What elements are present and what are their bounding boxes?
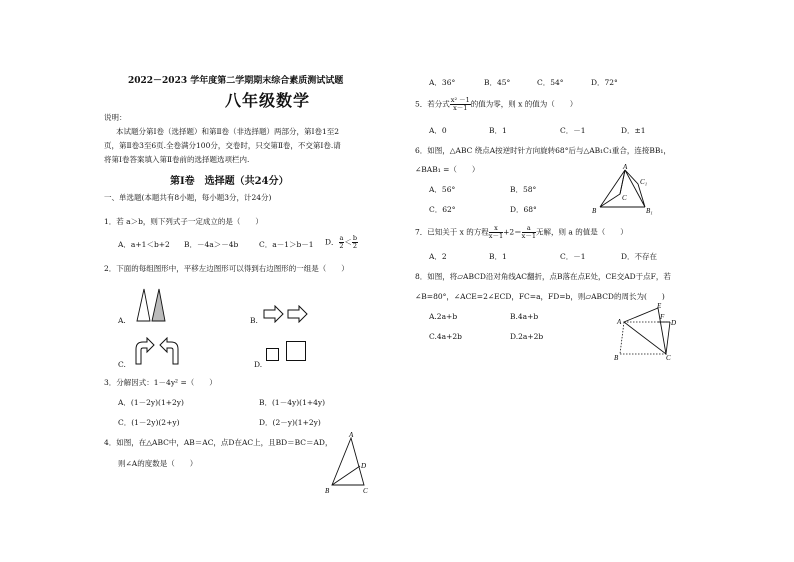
- q7-option-a: A．2: [429, 252, 447, 261]
- q6-label-b: B: [592, 207, 597, 215]
- q5-option-a: A．0: [429, 126, 447, 135]
- q5-fraction: $\frac{\text{x² －1}}{x-1}$: [450, 96, 470, 112]
- q1-option-d-prefix: D．: [325, 237, 339, 247]
- q8-option-a: A.2a+b: [429, 312, 458, 321]
- q7-fraction-1: $\frac{x}{x-1}$: [488, 224, 504, 240]
- q3-option-c: C．(1－2y)(2+y): [118, 418, 180, 427]
- q4-stem-2: 则∠A的度数是（ ）: [118, 459, 198, 468]
- q4-stem: 4．如图，在△ABC中，AB＝AC，点D在AC上，且BD＝BC＝AD，: [104, 438, 333, 447]
- instructions-line-1: 本试题分第Ⅰ卷（选择题）和第Ⅱ卷（非选择题）两部分，第Ⅰ卷1至2: [116, 127, 340, 136]
- q7-fraction-2: $\frac{a}{x-1}$: [521, 224, 536, 240]
- q2-a-triangles-figure: [135, 287, 167, 323]
- q8-stem: 8．如图，将▱ABCD沿对角线AC翻折，点B落在点E处，CE交AD于点F，若: [415, 272, 671, 281]
- q7-stem: 7．已知关于 x 的方程 $\frac{x}{x-1}$ +2＝ $\frac{a}{x-1}$ 无解，则 a 的值是（ ）: [415, 224, 628, 240]
- q4-option-d: D．72°: [591, 78, 618, 87]
- subject-title: 八年级数学: [225, 91, 311, 110]
- q8-label-e: E: [657, 302, 662, 310]
- q6-rotation-figure: [590, 162, 660, 220]
- q6-label-a: A: [623, 163, 628, 171]
- q6-option-a: A．56°: [429, 185, 456, 194]
- q2-b-arrows-figure: [262, 305, 310, 323]
- q4-label-c: C: [363, 487, 368, 495]
- exam-title: 2022－2023 学年度第二学期期末综合素质测试试题: [128, 76, 344, 86]
- q4-option-a: A．36°: [429, 78, 456, 87]
- q6-label-c: C: [622, 194, 627, 202]
- q8-stem-2: ∠B=80°，∠ACE=2∠ECD，FC=a，FD=b，则▱ABCD的周长为( ): [415, 292, 665, 301]
- q6-stem-2: ∠BAB₁ =（ ）: [415, 165, 480, 174]
- q2-option-a: A.: [118, 316, 126, 325]
- q2-d-large-square: [286, 341, 306, 361]
- q1-option-d: [325, 235, 358, 250]
- q4-option-b: B．45°: [484, 78, 511, 87]
- q1-d-frac-left: $\frac{a}{2}$: [339, 234, 344, 250]
- q8-label-f: F: [660, 313, 665, 321]
- q3-option-b: B．(1－4y)(1+4y): [259, 398, 326, 407]
- q5-option-c: C．－1: [560, 126, 586, 135]
- q2-option-d: D.: [254, 360, 263, 369]
- q5-option-d: D．±1: [621, 126, 646, 135]
- q6-stem: 6．如图，△ABC 绕点A按逆时针方向旋转68°后与△AB₁C₁重合，连接BB₁，: [415, 146, 671, 155]
- instructions-label: 说明：: [104, 113, 127, 122]
- q4-label-d: D: [361, 462, 367, 470]
- q4-option-c: C．54°: [537, 78, 564, 87]
- q4-label-a: A: [349, 431, 354, 439]
- q6-option-c: C．62°: [429, 205, 456, 214]
- q8-option-b: B.4a+b: [510, 312, 539, 321]
- q7-option-c: C．－1: [560, 252, 586, 261]
- q7-option-b: B．1: [489, 252, 507, 261]
- q8-label-a: A: [617, 318, 622, 326]
- q6-label-c1: C₁: [640, 178, 648, 186]
- q3-stem: 3．分解因式：1－4y² =（ ）: [104, 378, 217, 387]
- q1-option-a: A．a+1＜b+2: [118, 240, 170, 249]
- q2-option-c: C.: [118, 360, 126, 369]
- section-title: 第Ⅰ卷 选择题（共24分）: [170, 176, 289, 187]
- q2-option-b: B.: [250, 316, 258, 325]
- q3-option-d: D．(2－y)(1+2y): [259, 418, 321, 427]
- q6-option-b: B．58°: [510, 185, 537, 194]
- q2-c-curved-arrows-figure: [132, 337, 182, 365]
- section-intro: 一、单选题(本题共有8小题，每小题3分，计24分): [104, 193, 272, 202]
- q1-d-op: ＜: [344, 237, 352, 247]
- q8-option-d: D.2a+2b: [510, 332, 544, 341]
- q8-label-d: D: [671, 319, 677, 327]
- q8-label-c: C: [666, 354, 671, 362]
- q2-stem: 2．下面的每组图形中，平移左边图形可以得到右边图形的一组是（ ）: [104, 264, 349, 273]
- q1-d-frac-right: $\frac{b}{2}$: [352, 234, 358, 250]
- q5-stem: 5．若分式 $\frac{\text{x² －1}}{x-1}$ 的值为零，则 x 的值为（ ）: [415, 96, 578, 112]
- q1-stem: 1．若 a＞b，则下列式子一定成立的是（ ）: [104, 217, 263, 226]
- q1-option-c: C．a－1＞b－1: [259, 240, 314, 249]
- q2-d-small-square: [266, 348, 279, 361]
- instructions-line-2: 页，第Ⅱ卷3至6页.全卷满分100分，交卷时，只交第Ⅱ卷，不交第Ⅰ卷.请: [104, 141, 341, 150]
- q4-label-b: B: [325, 487, 330, 495]
- q8-option-c: C.4a+2b: [429, 332, 462, 341]
- instructions-line-3: 将第Ⅰ卷答案填入第Ⅱ卷前的选择题选项栏内.: [104, 155, 250, 164]
- q1-option-b: B．－4a＞－4b: [184, 240, 239, 249]
- q4-triangle-figure: [324, 428, 378, 496]
- q5-option-b: B．1: [489, 126, 507, 135]
- q6-option-d: D．68°: [510, 205, 537, 214]
- q8-parallelogram-figure: [614, 302, 684, 364]
- q7-option-d: D．不存在: [621, 252, 658, 261]
- q8-label-b: B: [614, 354, 619, 362]
- q6-label-b1: B₁: [646, 207, 653, 215]
- q3-option-a: A．(1－2y)(1+2y): [118, 398, 184, 407]
